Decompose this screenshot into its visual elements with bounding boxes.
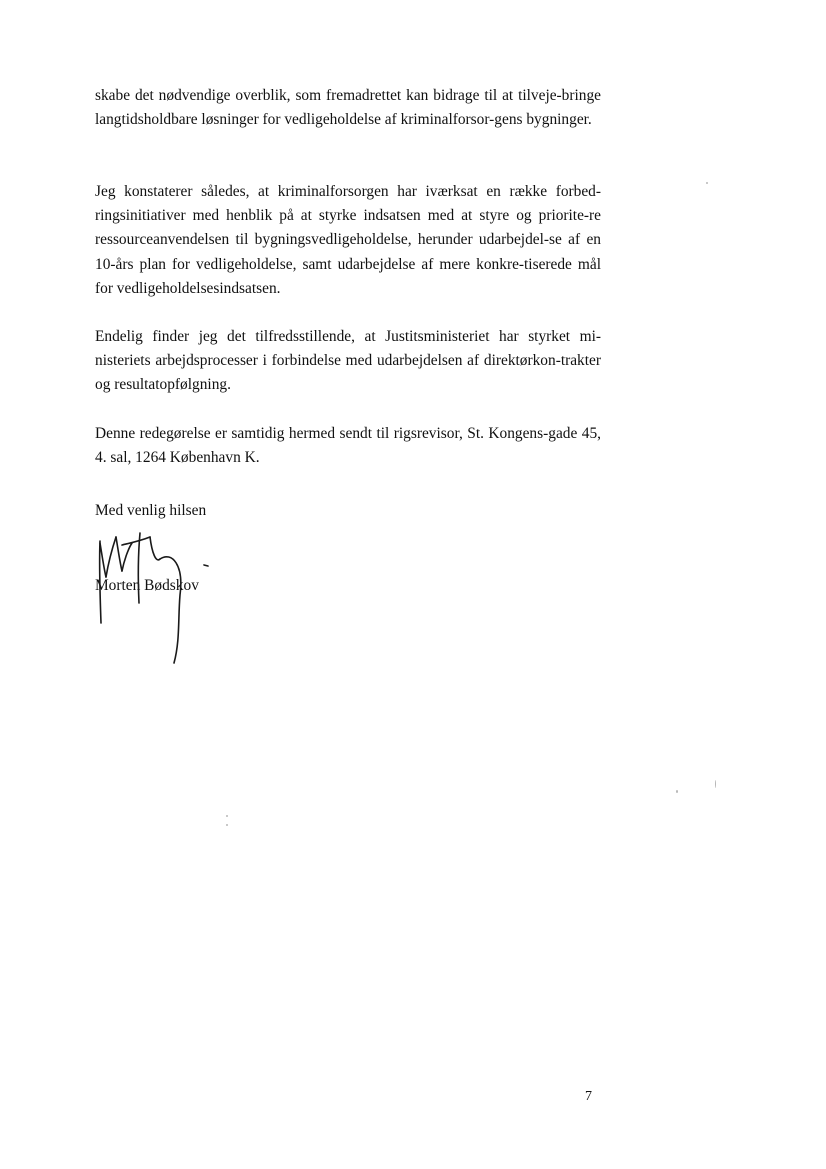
scan-speck	[706, 182, 708, 184]
paragraph-overview: skabe det nødvendige overblik, som fremadrettet kan bidrage til at tilveje-bringe langtidsholdbare løsninger for vedligeholdelse af kriminalforsor-gens bygninger.	[95, 87, 601, 129]
scan-speck	[226, 824, 228, 826]
scan-speck	[715, 780, 716, 788]
paragraph-improvement-initiatives: Jeg konstaterer således, at kriminalforsorgen har iværksat en række forbed-ringsinitiativer med henblik på at styrke indsatsen med at styre og priorite-re ressourceanvendelsen til bygningsvedligeholdelse, herunder udarbejdel-se af en 10-års plan for vedligeholdelse, samt udarbejdelse af mere konkre-tiserede mål for vedligeholdelsesindsatsen.	[95, 183, 601, 297]
closing-greeting: Med venlig hilsen	[95, 502, 207, 519]
signer-name: Morten Bødskov	[95, 577, 199, 594]
page-number: 7	[585, 1089, 592, 1104]
handwritten-signature	[88, 525, 228, 670]
scan-speck	[226, 815, 228, 817]
paragraph-ministry-processes: Endelig finder jeg det tilfredsstillende, at Justitsministeriet har styrket mi-nisteriets arbejdsprocesser i forbindelse med udarbejdelsen af direktørkon-trakter og resultatopfølgning.	[95, 328, 601, 394]
scan-speck	[676, 790, 678, 793]
paragraph-copy-sent: Denne redegørelse er samtidig hermed sendt til rigsrevisor, St. Kongens-gade 45, 4. sal, 1264 København K.	[95, 425, 601, 467]
